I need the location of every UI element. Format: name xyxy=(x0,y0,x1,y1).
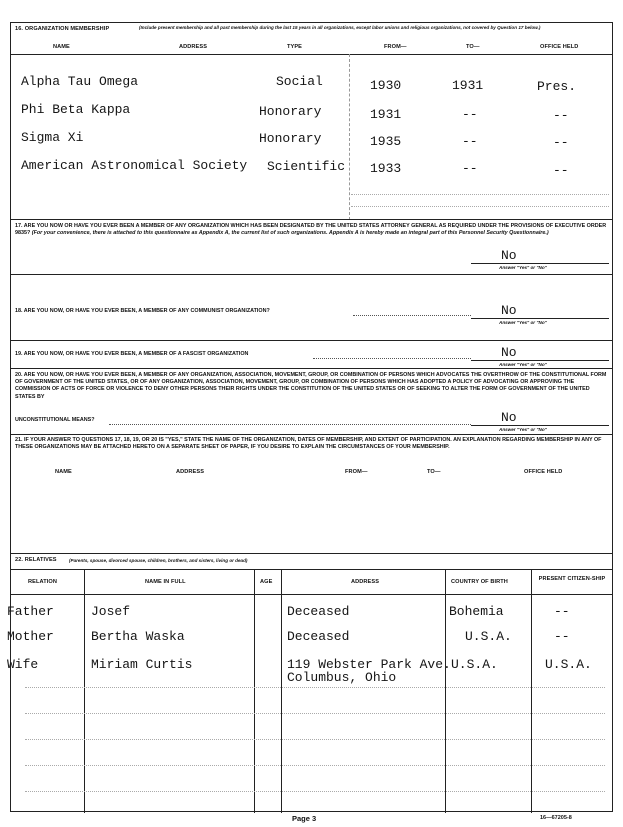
q19-text: 19. ARE YOU NOW, OR HAVE YOU EVER BEEN, A MEMBER OF A FASCIST ORGANIZATION xyxy=(15,351,249,357)
q18-answer-hint: Answer "Yes" or "No" xyxy=(499,320,547,325)
q21-text: 21. IF YOUR ANSWER TO QUESTIONS 17, 18, 19, OR 20 IS "YES," STATE THE NAME OF THE ORGANIZATION, DATES OF MEMBERSHIP, AND EXTENT OF PARTICIPATION. AN EXPLANATION REGARDING MEMBERSHIP IN ANY OF THESE ORGANIZATIONS MAY BE ATTACHED HERETO ON A SEPARATE SHEET OF PAPER, IF YOU DESIRE TO EXPLAIN THE CIRCUMSTANCES OF YOUR MEMBERSHIP. xyxy=(15,437,602,451)
q22-row3-country: U.S.A. xyxy=(451,657,498,672)
q16-row4-office: -- xyxy=(553,163,569,178)
q16-col-to: TO— xyxy=(466,44,480,50)
q16-row1-name: Alpha Tau Omega xyxy=(21,74,139,89)
form-code: 16—67205-8 xyxy=(540,815,572,821)
q22-col-citizenship: PRESENT CITIZEN-SHIP xyxy=(538,576,606,582)
q22-row3-address: 119 Webster Park Ave. xyxy=(287,657,451,672)
q22-row2-relation: Mother xyxy=(7,629,54,644)
q22-row2-country: U.S.A. xyxy=(465,629,512,644)
q21-col-address: ADDRESS xyxy=(176,469,205,475)
q21-col-to: TO— xyxy=(427,469,441,475)
q20-text: 20. ARE YOU NOW, OR HAVE YOU EVER BEEN, A MEMBER OF ANY ORGANIZATION, ASSOCIATION, MOVEMENT, GROUP, OR COMBINATION OF PERSONS WHICH ADVOCATES THE OVERTHROW OF THE CONSTITUTIONAL FORM OF GOVERNMENT OF THE UNITED STATES, OR OF ANY ORGANIZATION, ASSOCIATION, MOVEMENT, GROUP, OR COMBINATION OF PERSONS WHICH HAS ADOPTED A POLICY OF ADVOCATING OR APPROVING THE COMMISSION OF ACTS OF FORCE OR VIOLENCE TO DENY OTHER PERSONS THEIR RIGHTS UNDER THE CONSTITUTION OF THE UNITED STATES OR OF SEEKING TO ALTER THE FORM OF GOVERNMENT OF THE UNITED STATES BY xyxy=(15,372,607,400)
q22-col-relation: RELATION xyxy=(28,579,57,585)
q21-col-name: NAME xyxy=(55,469,72,475)
q16-col-office: OFFICE HELD xyxy=(540,44,579,50)
q22-col-age: AGE xyxy=(260,579,273,585)
q17-answer: No xyxy=(501,248,517,263)
q16-col-from: FROM— xyxy=(384,44,407,50)
q16-row2-office: -- xyxy=(553,108,569,123)
page-number: Page 3 xyxy=(292,814,317,823)
q16-row2-to: -- xyxy=(462,107,478,122)
q18-answer: No xyxy=(501,303,517,318)
q18-text: 18. ARE YOU NOW, OR HAVE YOU EVER BEEN, A MEMBER OF ANY COMMUNIST ORGANIZATION? xyxy=(15,308,270,314)
q16-intro: 16. ORGANIZATION MEMBERSHIP xyxy=(15,26,110,32)
q22-row2-name: Bertha Waska xyxy=(91,629,185,644)
q17-text: 17. ARE YOU NOW OR HAVE YOU EVER BEEN A MEMBER OF ANY ORGANIZATION WHICH HAS BEEN DESIGNATED BY THE UNITED STATES ATTORNEY GENERAL AS REQUIRED UNDER THE PROVISIONS OF EXECUTIVE ORDER 9835? (For your convenience, there is attached to this questionnaire as Appendix A, the current list of such organizations. Appendix A is hereby made an integral part of this Personnel Security Questionnaire.) xyxy=(15,223,607,237)
q16-row1-type: Social xyxy=(276,74,323,89)
q17-answer-hint: Answer "Yes" or "No" xyxy=(499,265,547,270)
q22-col-name: NAME IN FULL xyxy=(145,579,186,585)
q22-row3-relation: Wife xyxy=(7,657,39,672)
q22-row3-citizenship: U.S.A. xyxy=(545,657,592,672)
q16-row4-to: -- xyxy=(462,161,478,176)
q22-row3-name: Miriam Curtis xyxy=(91,657,193,672)
q22-row1-name: Josef xyxy=(91,604,131,619)
q16-row4-type: Scientific xyxy=(267,159,346,174)
q16-row4-from: 1933 xyxy=(370,161,402,176)
q16-row3-name: Sigma Xi xyxy=(21,130,84,145)
q16-row1-from: 1930 xyxy=(370,78,402,93)
q20-answer: No xyxy=(501,410,517,425)
q16-col-type: TYPE xyxy=(287,44,303,50)
q21-col-office: OFFICE HELD xyxy=(524,469,563,475)
q16-row1-office: Pres. xyxy=(537,79,577,94)
q16-row2-name: Phi Beta Kappa xyxy=(21,102,131,117)
q19-answer: No xyxy=(501,345,517,360)
q21-col-from: FROM— xyxy=(345,469,368,475)
q20-text-end: UNCONSTITUTIONAL MEANS? xyxy=(15,417,95,423)
q16-row1-to: 1931 xyxy=(452,78,484,93)
q16-row3-type: Honorary xyxy=(259,131,322,146)
q16-row3-office: -- xyxy=(553,135,569,150)
q20-answer-hint: Answer "Yes" or "No" xyxy=(499,427,547,432)
q16-row3-from: 1935 xyxy=(370,134,402,149)
q16-row2-type: Honorary xyxy=(259,104,322,119)
q16-col-address: ADDRESS xyxy=(179,44,208,50)
q22-row2-address: Deceased xyxy=(287,629,350,644)
q22-row1-country: Bohemia xyxy=(449,604,504,619)
q16-col-name: NAME xyxy=(53,44,70,50)
q19-answer-hint: Answer "Yes" or "No" xyxy=(499,362,547,367)
q16-row4-name: American Astronomical Society xyxy=(21,158,248,173)
q16-row3-to: -- xyxy=(462,134,478,149)
q22-note: (Parents, spouse, divorced spouse, children, brothers, and sisters, living or dead) xyxy=(69,558,248,563)
q22-row1-relation: Father xyxy=(7,604,54,619)
q22-intro: 22. RELATIVES xyxy=(15,557,57,563)
q16-row2-from: 1931 xyxy=(370,107,402,122)
questionnaire-page xyxy=(7,22,613,812)
q22-col-address: ADDRESS xyxy=(351,579,380,585)
q22-row1-address: Deceased xyxy=(287,604,350,619)
q16-include-note: (Include present membership and all past membership during the last 15 years in all organizations, except labor unions and religious organizations, not covered by Question 17 below.) xyxy=(139,25,541,30)
q22-row2-citizenship: -- xyxy=(554,629,570,644)
q22-row1-citizenship: -- xyxy=(554,604,570,619)
q22-col-country: COUNTRY OF BIRTH xyxy=(451,579,508,585)
q22-row3-address2: Columbus, Ohio xyxy=(287,670,397,685)
